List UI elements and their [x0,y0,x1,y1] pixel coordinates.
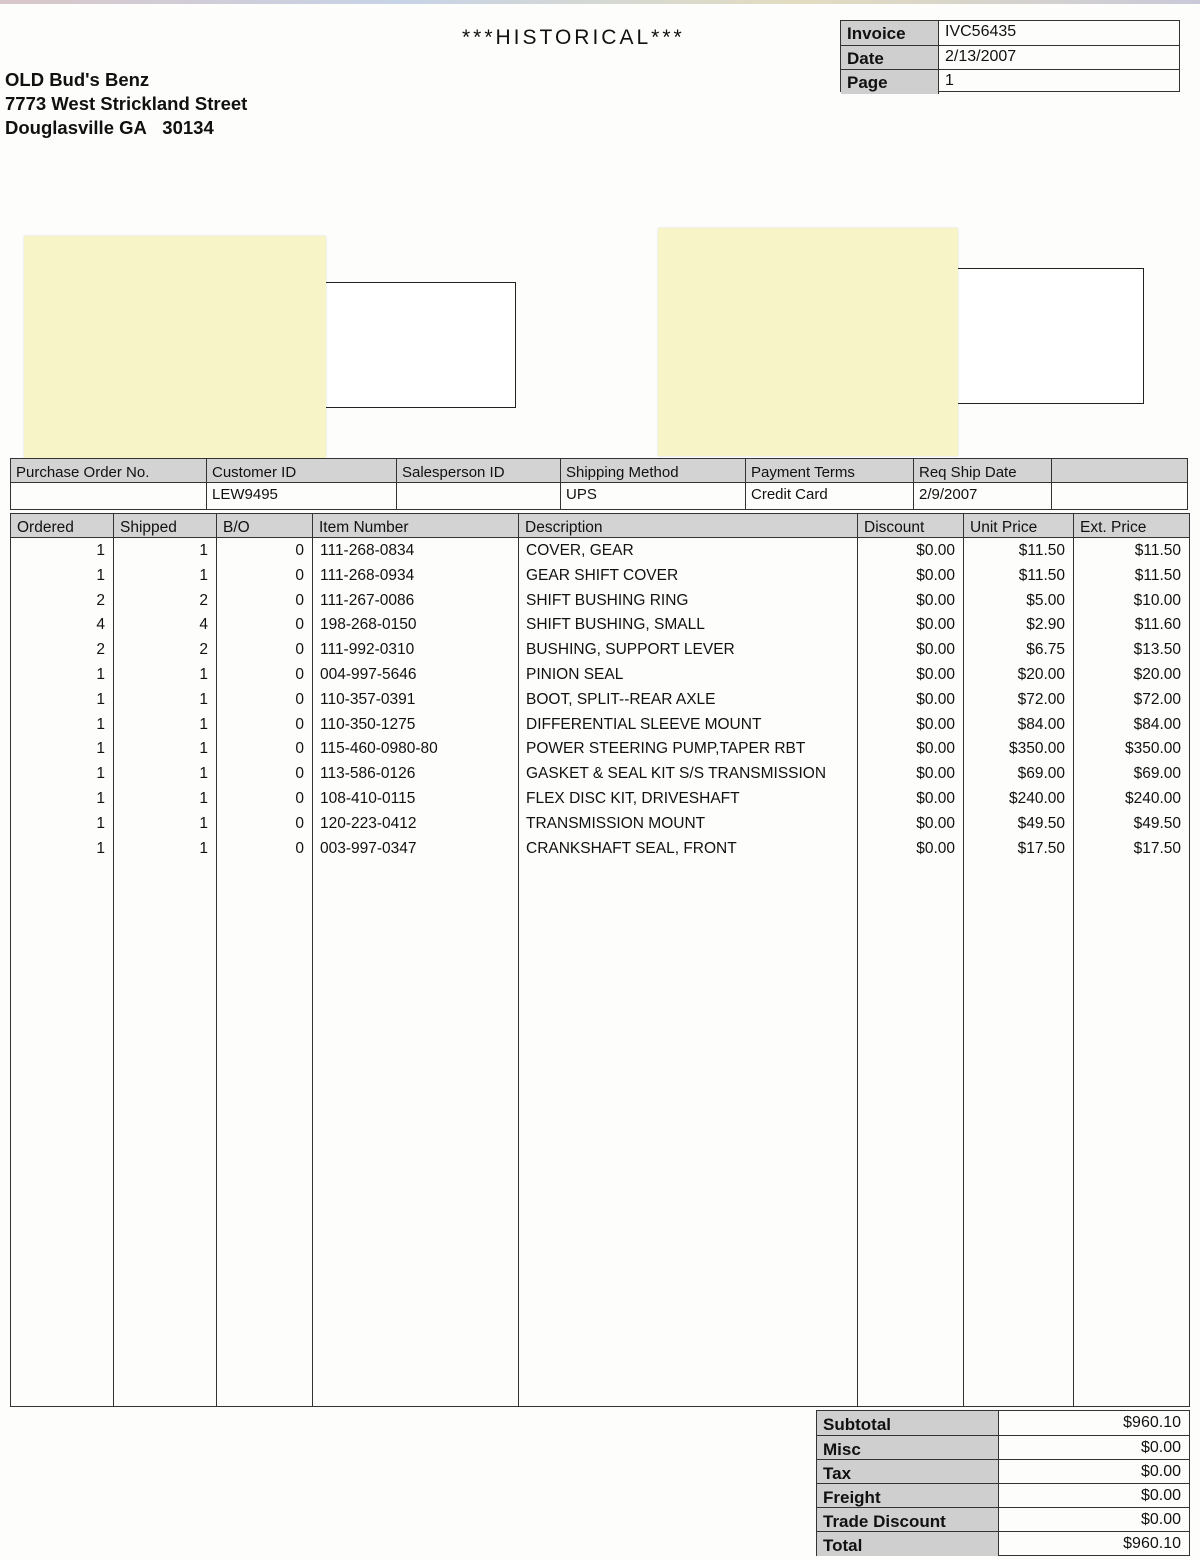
totals-box [816,1410,1190,1556]
backorder-cell: 0 [295,839,304,857]
payment-terms-value: Credit Card [751,486,828,503]
unit-price-cell: $5.00 [1026,591,1065,609]
page-label: Page [841,70,939,94]
invoice-page-row [841,69,1179,94]
date-label: Date [841,46,939,70]
shipped-cell: 1 [199,566,208,584]
ext-price-cell: $20.00 [1133,666,1181,683]
ordered-cell: 1 [96,566,105,584]
company-name: OLD Bud's Benz [5,69,150,90]
ext-price-header: Ext. Price [1074,514,1189,538]
payment-terms-header: Payment Terms [746,459,913,483]
ext-price-column [1074,514,1189,1406]
item-number-cell: 115-460-0980-80 [320,740,438,758]
discount-cell: $0.00 [916,690,955,708]
tax-row [817,1459,1189,1484]
ordered-cell: 1 [96,839,105,857]
ext-price-cell: $350.00 [1124,740,1181,758]
backorder-cell: 0 [295,566,304,584]
req-ship-date-header: Req Ship Date [914,459,1051,483]
discount-cell: $0.00 [916,740,955,758]
discount-cell: $0.00 [916,616,955,634]
ordered-column [11,514,114,1406]
total-value: $960.10 [1123,1535,1181,1552]
item-number-cell: 111-268-0934 [320,566,415,584]
invoice-date: 2/13/2007 [945,48,1017,65]
description-header: Description [519,514,857,538]
backorder-cell: 0 [295,765,304,783]
description-cell: SHIFT BUSHING RING [526,591,689,609]
shipping-method-column [561,459,746,509]
shipped-cell: 1 [199,690,208,708]
shipped-cell: 2 [199,641,208,659]
item-number-cell: 108-410-0115 [320,790,416,807]
ordered-cell: 1 [96,715,105,733]
subtotal-row [817,1411,1189,1435]
backorder-cell: 0 [295,740,304,758]
item-number-cell: 110-350-1275 [320,715,416,733]
unit-price-cell: $69.00 [1017,765,1065,783]
ext-price-cell: $17.50 [1133,839,1181,857]
backorder-cell: 0 [295,814,304,832]
customer-id-header: Customer ID [207,459,396,483]
order-info-table [10,458,1188,510]
ordered-cell: 1 [96,740,105,758]
description-cell: TRANSMISSION MOUNT [526,814,706,832]
unit-price-cell: $72.00 [1017,690,1065,708]
unit-price-cell: $17.50 [1017,839,1065,857]
description-cell: BOOT, SPLIT--REAR AXLE [526,690,716,708]
ext-price-cell: $11.50 [1134,542,1181,559]
bill-to-box [322,282,516,408]
discount-cell: $0.00 [916,542,955,559]
ext-price-cell: $240.00 [1124,790,1181,807]
description-cell: POWER STEERING PUMP,TAPER RBT [526,740,806,758]
unit-price-cell: $6.75 [1026,641,1065,659]
salesperson-id-column [397,459,561,509]
item-number-header: Item Number [313,514,518,538]
shipped-cell: 1 [199,814,208,832]
discount-cell: $0.00 [916,839,955,857]
description-cell: GASKET & SEAL KIT S/S TRANSMISSION [526,765,827,783]
invoice-info-box [840,20,1180,92]
ordered-cell: 2 [96,591,105,609]
ordered-cell: 1 [96,765,105,783]
trade-discount-value: $0.00 [1140,1511,1181,1528]
tax-value: $0.00 [1140,1463,1181,1480]
shipped-cell: 2 [199,591,208,609]
po-number-header: Purchase Order No. [11,459,206,483]
shipped-column [114,514,217,1406]
trade-discount-label: Trade Discount [817,1508,999,1532]
shipped-cell: 1 [199,542,208,559]
backorder-cell: 0 [295,715,304,733]
ordered-cell: 1 [96,666,105,683]
unit-price-cell: $84.00 [1017,715,1065,733]
shipped-cell: 1 [199,765,208,783]
discount-cell: $0.00 [916,641,955,659]
ordered-cell: 4 [96,616,105,634]
backorder-cell: 0 [295,690,304,708]
shipped-cell: 1 [199,715,208,733]
item-number-cell: 198-268-0150 [320,616,417,634]
backorder-cell: 0 [295,591,304,609]
misc-label: Misc [817,1436,999,1460]
discount-cell: $0.00 [916,790,955,807]
company-city-line [5,116,247,140]
blank-column [1052,459,1187,509]
backorder-cell: 0 [295,666,304,683]
item-number-cell: 113-586-0126 [320,765,416,783]
ordered-cell: 1 [96,814,105,832]
unit-price-cell: $49.50 [1017,814,1065,832]
company-street: 7773 West Strickland Street [5,93,248,114]
backorder-cell: 0 [295,542,304,559]
discount-cell: $0.00 [916,566,955,584]
payment-terms-column [746,459,914,509]
invoice-number: IVC56435 [945,23,1017,40]
backorder-cell: 0 [295,616,304,634]
misc-value: $0.00 [1140,1439,1181,1456]
freight-row [817,1483,1189,1508]
line-items-table [10,513,1190,1407]
tax-label: Tax [817,1460,999,1484]
description-cell: SHIFT BUSHING, SMALL [526,616,705,634]
description-cell: PINION SEAL [526,666,624,683]
shipping-method-value: UPS [566,486,597,503]
item-number-cell: 111-992-0310 [320,641,415,659]
sticky-note-left [24,236,326,458]
ext-price-cell: $10.00 [1133,591,1181,609]
unit-price-cell: $240.00 [1008,790,1065,807]
shipping-method-header: Shipping Method [561,459,745,483]
ordered-cell: 1 [96,542,105,559]
shipped-header: Shipped [114,514,216,538]
description-column [519,514,858,1406]
discount-column [858,514,964,1406]
ext-price-cell: $11.60 [1134,616,1181,634]
unit-price-cell: $2.90 [1026,616,1065,634]
customer-id-value: LEW9495 [212,486,278,503]
po-number-column [11,459,207,509]
discount-header: Discount [858,514,963,538]
invoice-label: Invoice [841,21,939,45]
description-cell: FLEX DISC KIT, DRIVESHAFT [526,790,740,807]
req-ship-date-value: 2/9/2007 [919,486,978,503]
unit-price-header: Unit Price [964,514,1073,538]
unit-price-cell: $11.50 [1018,566,1065,584]
sticky-note-right [658,228,958,456]
misc-row [817,1435,1189,1460]
item-number-cell: 111-267-0086 [320,591,415,609]
shipped-cell: 1 [199,740,208,758]
unit-price-cell: $350.00 [1008,740,1065,758]
item-number-column [313,514,519,1406]
unit-price-cell: $11.50 [1018,542,1065,559]
ordered-header: Ordered [11,514,113,538]
description-cell: CRANKSHAFT SEAL, FRONT [526,839,737,857]
blank-header [1052,459,1187,483]
freight-value: $0.00 [1140,1487,1181,1504]
scan-edge-strip [0,0,1200,4]
invoice-number-row [841,21,1179,45]
customer-id-column [207,459,397,509]
freight-label: Freight [817,1484,999,1508]
ordered-cell: 1 [96,690,105,708]
ordered-cell: 2 [96,641,105,659]
description-cell: BUSHING, SUPPORT LEVER [526,641,735,659]
discount-cell: $0.00 [916,666,955,683]
backorder-column [217,514,313,1406]
req-ship-date-column [914,459,1052,509]
discount-cell: $0.00 [916,765,955,783]
description-cell: GEAR SHIFT COVER [526,566,679,584]
item-number-cell: 004-997-5646 [320,666,417,683]
total-row [817,1531,1189,1556]
historical-banner: ***HISTORICAL*** [462,26,685,49]
item-number-cell: 003-997-0347 [320,839,417,857]
ext-price-cell: $11.50 [1134,566,1181,584]
shipped-cell: 1 [199,790,208,807]
ext-price-cell: $13.50 [1133,641,1181,659]
ordered-cell: 1 [96,790,105,807]
discount-cell: $0.00 [916,814,955,832]
salesperson-id-header: Salesperson ID [397,459,560,483]
ext-price-cell: $69.00 [1133,765,1181,783]
discount-cell: $0.00 [916,591,955,609]
total-label: Total [817,1532,999,1556]
ext-price-cell: $84.00 [1133,715,1181,733]
invoice-date-row [841,45,1179,70]
ext-price-cell: $72.00 [1133,690,1181,708]
backorder-header: B/O [217,514,312,538]
shipped-cell: 1 [199,666,208,683]
unit-price-column [964,514,1074,1406]
shipped-cell: 4 [199,616,208,634]
description-cell: DIFFERENTIAL SLEEVE MOUNT [526,715,762,733]
page-number: 1 [945,72,954,89]
company-address [5,68,247,140]
subtotal-label: Subtotal [817,1411,999,1435]
unit-price-cell: $20.00 [1017,666,1065,683]
backorder-cell: 0 [295,641,304,659]
discount-cell: $0.00 [916,715,955,733]
item-number-cell: 120-223-0412 [320,814,417,832]
company-city: Douglasville GA [5,117,147,138]
ext-price-cell: $49.50 [1133,814,1181,832]
subtotal-value: $960.10 [1123,1414,1181,1431]
backorder-cell: 0 [295,790,304,807]
item-number-cell: 111-268-0834 [320,542,415,559]
ship-to-box [956,268,1144,404]
description-cell: COVER, GEAR [526,542,634,559]
company-zip: 30134 [162,117,214,138]
item-number-cell: 110-357-0391 [320,690,416,708]
shipped-cell: 1 [199,839,208,857]
trade-discount-row [817,1507,1189,1532]
